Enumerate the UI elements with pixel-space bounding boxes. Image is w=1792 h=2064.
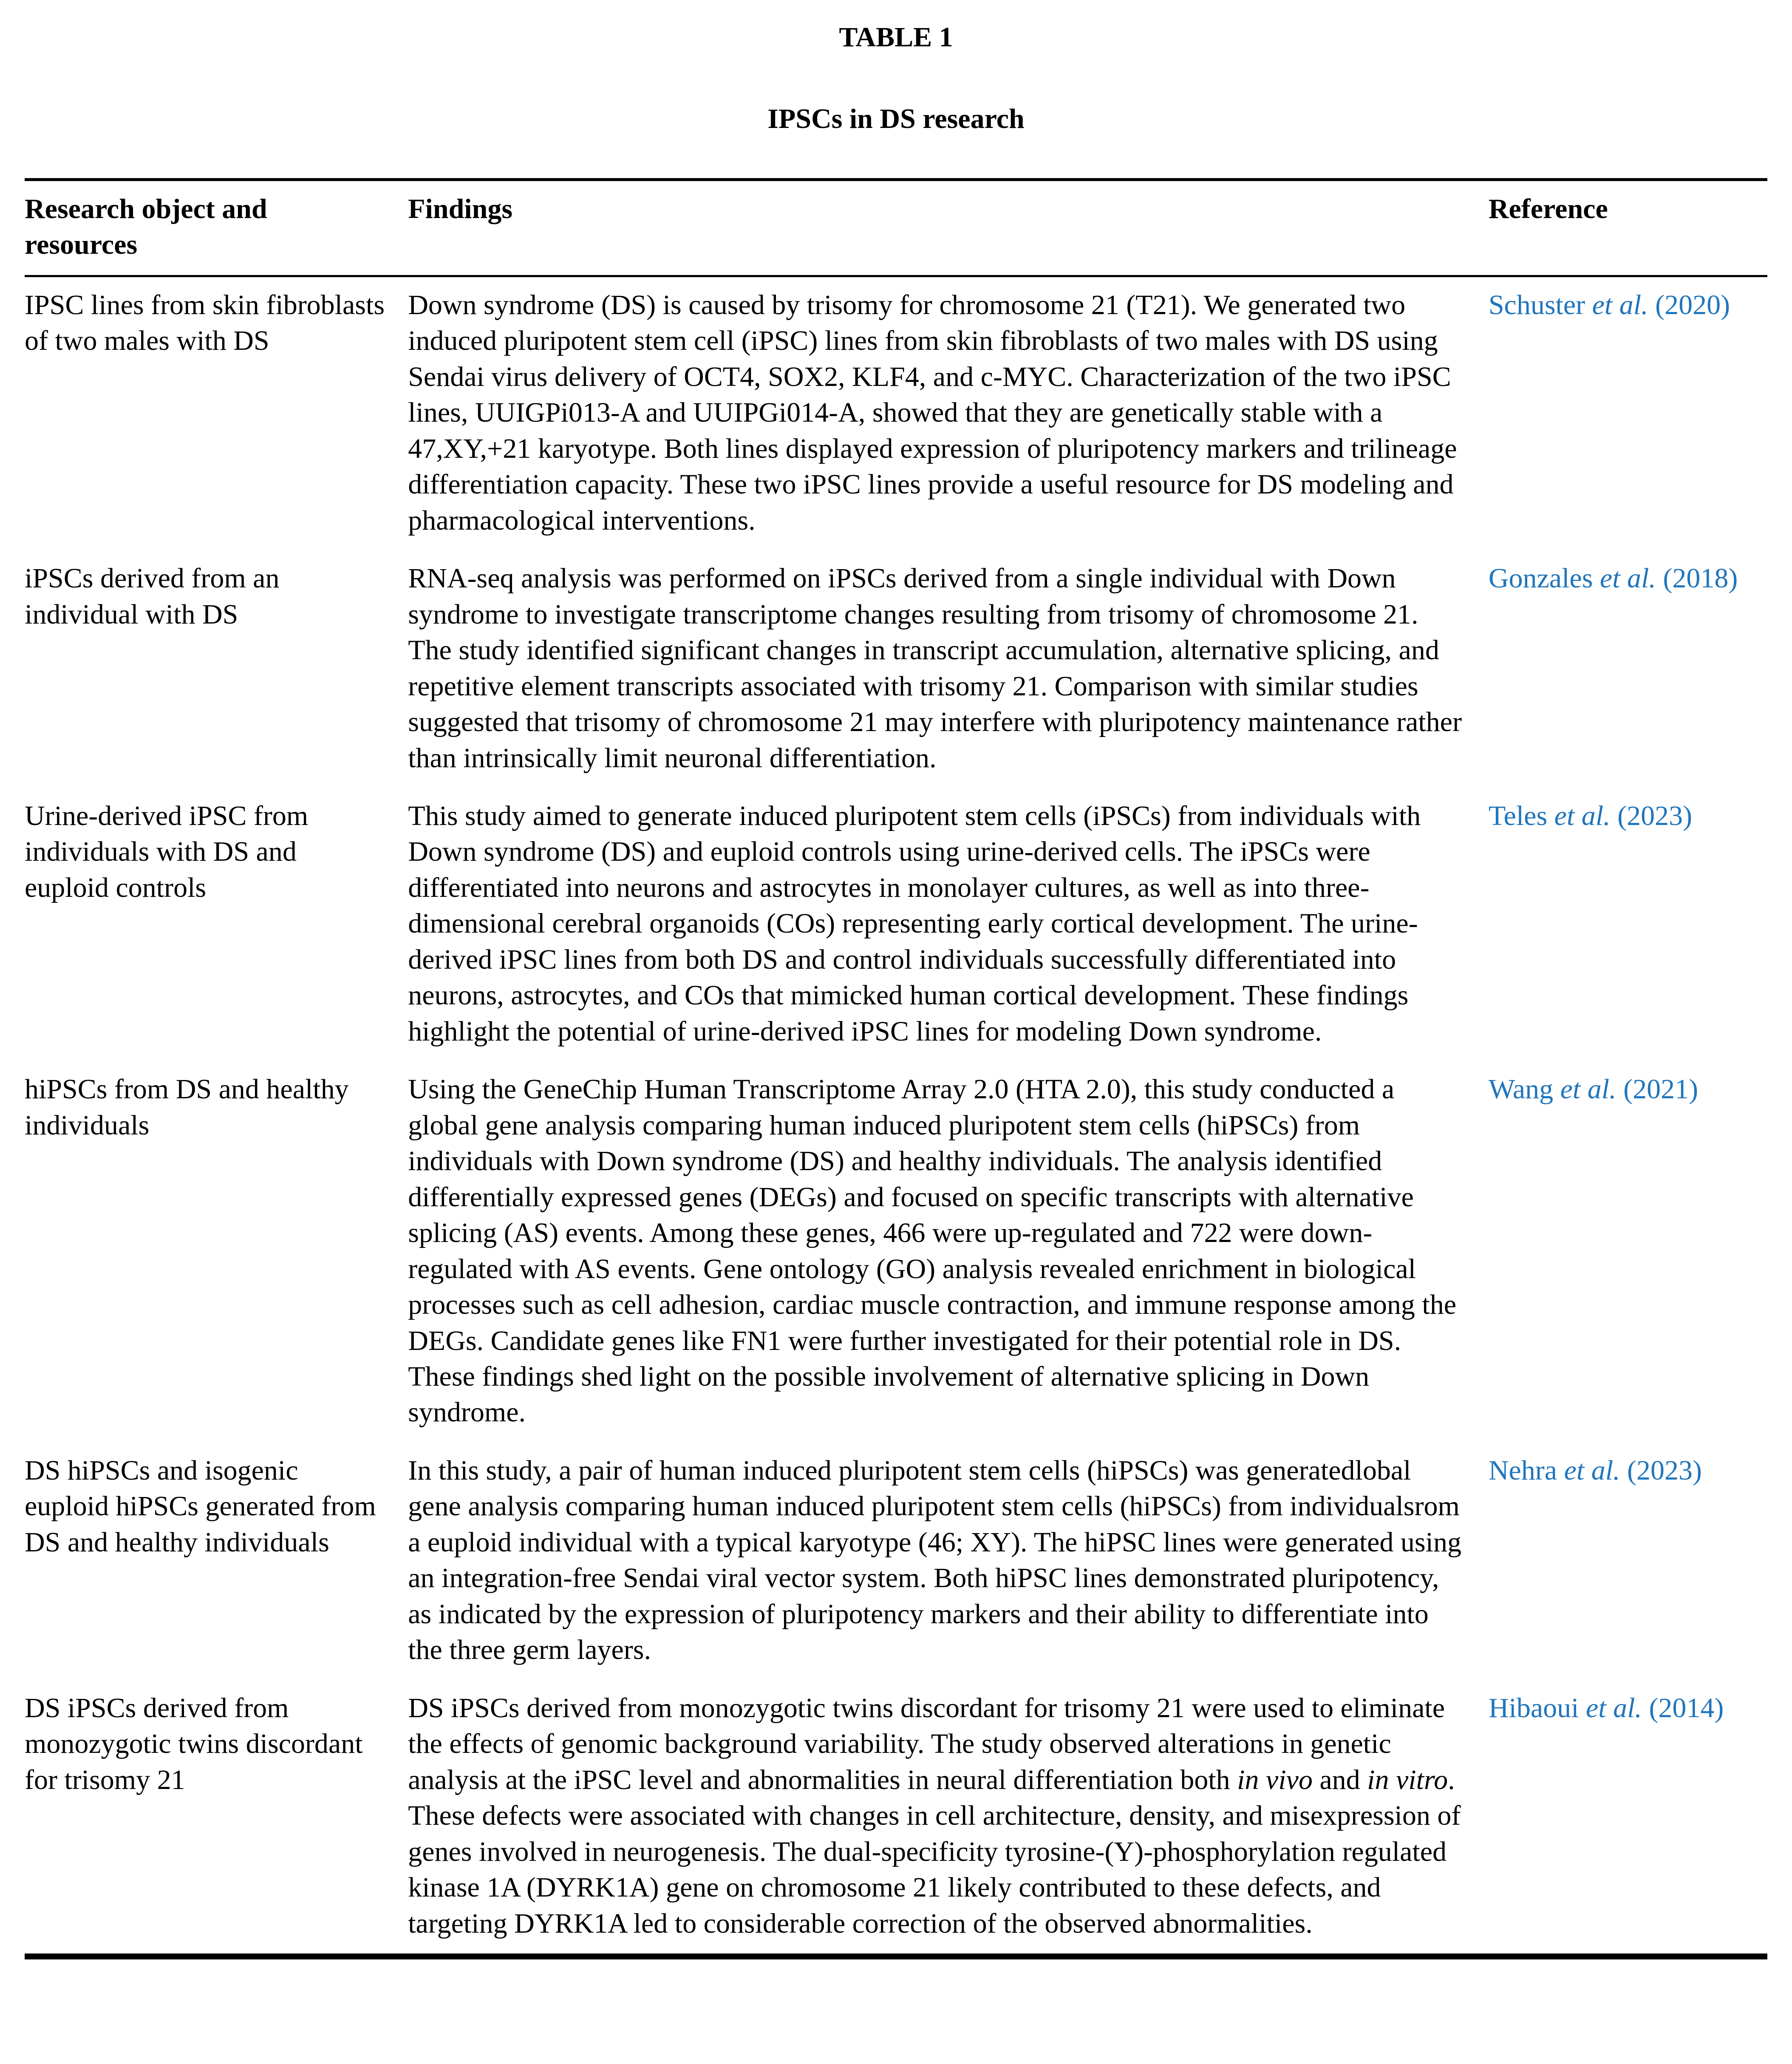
column-header-reference: Reference bbox=[1489, 179, 1767, 276]
research-object-cell: hiPSCs from DS and healthy individuals bbox=[25, 1074, 349, 1141]
findings-cell: RNA-seq analysis was performed on iPSCs derived from a single individual with Down syndrome to investigate transcriptome changes resulting from trisomy of chromosome 21. The study identified significant changes in transcript accumulation, alternative splicing, and repetitive element transcripts associated with trisomy 21. Comparison with similar studies suggested that trisomy of chromosome 21 may interfere with pluripotency maintenance rather than intrinsically limit neuronal differentiation. bbox=[408, 563, 1462, 774]
table-row bbox=[25, 788, 1767, 1061]
findings-cell: Using the GeneChip Human Transcriptome Array 2.0 (HTA 2.0), this study conducted a global gene analysis comparing human induced pluripotent stem cells (hiPSCs) from individuals with Down syndrome (DS) and healthy individuals. The analysis identified differentially expressed genes (DEGs) and focused on specific transcripts with alternative splicing (AS) events. Among these genes, 466 were up-regulated and 722 were down-regulated with AS events. Gene ontology (GO) analysis revealed enrichment in biological processes such as cell adhesion, cardiac muscle contraction, and immune response among the DEGs. Candidate genes like FN1 were further investigated for their potential role in DS. These findings shed light on the possible involvement of alternative splicing in Down syndrome. bbox=[408, 1074, 1457, 1428]
table-row bbox=[25, 1443, 1767, 1680]
reference-link[interactable]: Teles et al. (2023) bbox=[1488, 800, 1693, 831]
research-object-cell: DS hiPSCs and isogenic euploid hiPSCs generated from DS and healthy individuals bbox=[25, 1454, 376, 1558]
reference-cell bbox=[1489, 1443, 1767, 1680]
column-header-findings: Findings bbox=[408, 179, 1489, 276]
reference-link[interactable]: Nehra et al. (2023) bbox=[1488, 1454, 1702, 1486]
reference-cell bbox=[1489, 788, 1767, 1061]
findings-cell: DS iPSCs derived from monozygotic twins discordant for trisomy 21 were used to eliminate the effects of genomic background variability. The study observed alterations in genetic analysis at the iPSC level and abnormalities in neural differentiation both in vivo and in vitro. These defects were associated with changes in cell architecture, density, and misexpression of genes involved in neurogenesis. The dual-specificity tyrosine-(Y)-phosphorylation regulated kinase 1A (DYRK1A) gene on chromosome 21 likely contributed to these defects, and targeting DYRK1A led to considerable correction of the observed abnormalities. bbox=[408, 1692, 1461, 1939]
table-title: TABLE 1 bbox=[839, 22, 953, 53]
table-row bbox=[25, 1680, 1767, 1956]
research-table bbox=[25, 178, 1767, 1959]
table-subtitle: IPSCs in DS research bbox=[767, 103, 1025, 135]
findings-cell: Down syndrome (DS) is caused by trisomy for chromosome 21 (T21). We generated two induced pluripotent stem cell (iPSC) lines from skin fibroblasts of two males with DS using Sendai virus delivery of OCT4, SOX2, KLF4, and c-MYC. Characterization of the two iPSC lines, UUIGPi013-A and UUIPGi014-A, showed that they are genetically stable with a 47,XY,+21 karyotype. Both lines displayed expression of pluripotency markers and trilineage differentiation capacity. These two iPSC lines provide a useful resource for DS modeling and pharmacological interventions. bbox=[408, 289, 1457, 536]
research-object-cell: IPSC lines from skin fibroblasts of two males with DS bbox=[25, 289, 385, 357]
research-object-cell: Urine-derived iPSC from individuals with DS and euploid controls bbox=[25, 800, 309, 903]
reference-link[interactable]: Gonzales et al. (2018) bbox=[1488, 563, 1738, 594]
reference-link[interactable]: Schuster et al. (2020) bbox=[1488, 289, 1730, 320]
reference-cell bbox=[1489, 276, 1767, 550]
reference-link[interactable]: Hibaoui et al. (2014) bbox=[1488, 1692, 1724, 1724]
reference-cell bbox=[1489, 550, 1767, 788]
reference-cell bbox=[1489, 1061, 1767, 1443]
column-header-research-object: Research object and resources bbox=[25, 179, 408, 276]
findings-cell: In this study, a pair of human induced pluripotent stem cells (hiPSCs) was generatedlobal gene analysis comparing human induced pluripotent stem cells (hiPSCs) from individualsrom a euploid individual with a typical karyotype (46; XY). The hiPSC lines were generated using an integration-free Sendai viral vector system. Both hiPSC lines demonstrated pluripotency, as indicated by the expression of pluripotency markers and their ability to differentiate into the three germ layers. bbox=[408, 1454, 1461, 1666]
research-object-cell: DS iPSCs derived from monozygotic twins discordant for trisomy 21 bbox=[25, 1692, 363, 1795]
table-row bbox=[25, 1061, 1767, 1443]
table-body bbox=[25, 276, 1767, 1956]
research-object-cell: iPSCs derived from an individual with DS bbox=[25, 563, 280, 630]
table-row bbox=[25, 276, 1767, 550]
table-row bbox=[25, 550, 1767, 788]
findings-cell: This study aimed to generate induced pluripotent stem cells (iPSCs) from individuals with Down syndrome (DS) and euploid controls using urine-derived cells. The iPSCs were differentiated into neurons and astrocytes in monolayer cultures, as well as into three-dimensional cerebral organoids (COs) representing early cortical development. The urine-derived iPSC lines from both DS and control individuals successfully differentiated into neurons, astrocytes, and COs that mimicked human cortical development. These findings highlight the potential of urine-derived iPSC lines for modeling Down syndrome. bbox=[408, 800, 1421, 1047]
reference-link[interactable]: Wang et al. (2021) bbox=[1488, 1074, 1699, 1105]
table-header-row bbox=[25, 179, 1767, 276]
reference-cell bbox=[1489, 1680, 1767, 1956]
